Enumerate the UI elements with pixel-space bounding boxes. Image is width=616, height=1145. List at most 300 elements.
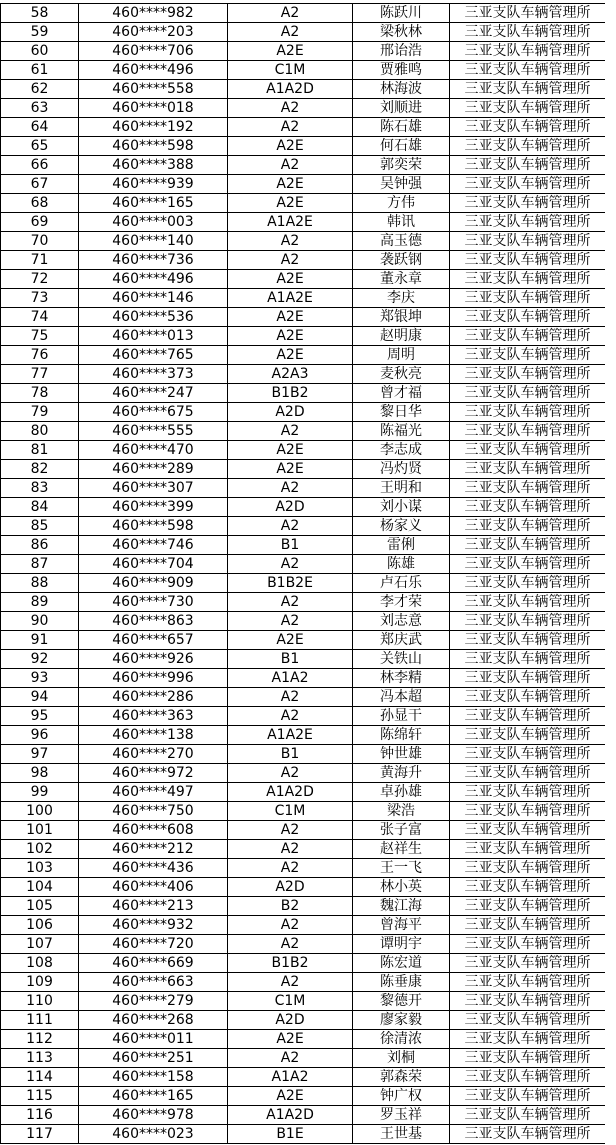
table-row	[1, 631, 606, 650]
license-type-cell: A2	[228, 707, 353, 726]
person-name-cell: 王一飞	[353, 859, 450, 878]
table-row	[1, 422, 606, 441]
issuing-unit-cell: 三亚支队车辆管理所	[450, 973, 606, 992]
person-name-cell: 刘顺进	[353, 99, 450, 118]
license-type-cell: B1B2	[228, 954, 353, 973]
page-edge	[612, 0, 616, 1145]
id-number-cell: 460****939	[79, 175, 228, 194]
table-row	[1, 498, 606, 517]
issuing-unit-cell: 三亚支队车辆管理所	[450, 745, 606, 764]
license-type-cell: A2E	[228, 270, 353, 289]
row-number-cell: 101	[1, 821, 79, 840]
license-type-cell: B2	[228, 897, 353, 916]
table-row	[1, 327, 606, 346]
issuing-unit-cell: 三亚支队车辆管理所	[450, 308, 606, 327]
license-type-cell: B1E	[228, 1125, 353, 1144]
table-row	[1, 821, 606, 840]
table-row	[1, 80, 606, 99]
person-name-cell: 张子富	[353, 821, 450, 840]
row-number-cell: 107	[1, 935, 79, 954]
license-type-cell: A2E	[228, 137, 353, 156]
id-number-cell: 460****212	[79, 840, 228, 859]
table-row	[1, 384, 606, 403]
table-row	[1, 175, 606, 194]
id-number-cell: 460****675	[79, 403, 228, 422]
table-row	[1, 118, 606, 137]
row-number-cell: 114	[1, 1068, 79, 1087]
row-number-cell: 92	[1, 650, 79, 669]
id-number-cell: 460****165	[79, 1087, 228, 1106]
person-name-cell: 卓孙雄	[353, 783, 450, 802]
license-type-cell: A2	[228, 764, 353, 783]
person-name-cell: 董永章	[353, 270, 450, 289]
person-name-cell: 林海波	[353, 80, 450, 99]
id-number-cell: 460****289	[79, 460, 228, 479]
row-number-cell: 84	[1, 498, 79, 517]
row-number-cell: 99	[1, 783, 79, 802]
license-type-cell: A2E	[228, 175, 353, 194]
issuing-unit-cell: 三亚支队车辆管理所	[450, 441, 606, 460]
license-type-cell: A2	[228, 593, 353, 612]
license-type-cell: A2E	[228, 327, 353, 346]
license-type-cell: A2	[228, 916, 353, 935]
license-type-cell: A2	[228, 99, 353, 118]
issuing-unit-cell: 三亚支队车辆管理所	[450, 764, 606, 783]
issuing-unit-cell: 三亚支队车辆管理所	[450, 954, 606, 973]
issuing-unit-cell: 三亚支队车辆管理所	[450, 897, 606, 916]
license-type-cell: A2	[228, 612, 353, 631]
row-number-cell: 58	[1, 4, 79, 23]
license-type-cell: A2D	[228, 403, 353, 422]
table-row	[1, 859, 606, 878]
id-number-cell: 460****669	[79, 954, 228, 973]
issuing-unit-cell: 三亚支队车辆管理所	[450, 42, 606, 61]
person-name-cell: 邢诒浩	[353, 42, 450, 61]
person-name-cell: 吴钟强	[353, 175, 450, 194]
id-number-cell: 460****657	[79, 631, 228, 650]
issuing-unit-cell: 三亚支队车辆管理所	[450, 916, 606, 935]
table-row	[1, 23, 606, 42]
table-row	[1, 802, 606, 821]
row-number-cell: 94	[1, 688, 79, 707]
row-number-cell: 91	[1, 631, 79, 650]
person-name-cell: 梁秋林	[353, 23, 450, 42]
row-number-cell: 73	[1, 289, 79, 308]
id-number-cell: 460****558	[79, 80, 228, 99]
row-number-cell: 98	[1, 764, 79, 783]
issuing-unit-cell: 三亚支队车辆管理所	[450, 118, 606, 137]
issuing-unit-cell: 三亚支队车辆管理所	[450, 403, 606, 422]
table-row	[1, 1106, 606, 1125]
row-number-cell: 83	[1, 479, 79, 498]
table-row	[1, 593, 606, 612]
issuing-unit-cell: 三亚支队车辆管理所	[450, 612, 606, 631]
license-type-cell: A2E	[228, 631, 353, 650]
person-name-cell: 钟广权	[353, 1087, 450, 1106]
person-name-cell: 贾雅鸣	[353, 61, 450, 80]
row-number-cell: 108	[1, 954, 79, 973]
id-number-cell: 460****158	[79, 1068, 228, 1087]
table-row	[1, 764, 606, 783]
id-number-cell: 460****978	[79, 1106, 228, 1125]
license-type-cell: A2D	[228, 878, 353, 897]
row-number-cell: 117	[1, 1125, 79, 1144]
person-name-cell: 曾海平	[353, 916, 450, 935]
issuing-unit-cell: 三亚支队车辆管理所	[450, 213, 606, 232]
row-number-cell: 109	[1, 973, 79, 992]
row-number-cell: 76	[1, 346, 79, 365]
id-number-cell: 460****011	[79, 1030, 228, 1049]
row-number-cell: 87	[1, 555, 79, 574]
row-number-cell: 82	[1, 460, 79, 479]
license-type-cell: A2	[228, 4, 353, 23]
license-type-cell: B1B2	[228, 384, 353, 403]
row-number-cell: 81	[1, 441, 79, 460]
license-type-cell: A2E	[228, 1030, 353, 1049]
person-name-cell: 廖家毅	[353, 1011, 450, 1030]
row-number-cell: 102	[1, 840, 79, 859]
id-number-cell: 460****251	[79, 1049, 228, 1068]
issuing-unit-cell: 三亚支队车辆管理所	[450, 384, 606, 403]
id-number-cell: 460****598	[79, 517, 228, 536]
license-type-cell: A1A2E	[228, 213, 353, 232]
id-number-cell: 460****765	[79, 346, 228, 365]
id-number-cell: 460****146	[79, 289, 228, 308]
table-row	[1, 916, 606, 935]
person-name-cell: 郑银坤	[353, 308, 450, 327]
license-type-cell: A2D	[228, 1011, 353, 1030]
person-name-cell: 李志成	[353, 441, 450, 460]
issuing-unit-cell: 三亚支队车辆管理所	[450, 1011, 606, 1030]
table-row	[1, 346, 606, 365]
row-number-cell: 79	[1, 403, 79, 422]
person-name-cell: 黄海升	[353, 764, 450, 783]
issuing-unit-cell: 三亚支队车辆管理所	[450, 669, 606, 688]
table-row	[1, 669, 606, 688]
row-number-cell: 93	[1, 669, 79, 688]
person-name-cell: 周明	[353, 346, 450, 365]
license-type-cell: B1B2E	[228, 574, 353, 593]
issuing-unit-cell: 三亚支队车辆管理所	[450, 878, 606, 897]
license-type-cell: A1A2D	[228, 1106, 353, 1125]
issuing-unit-cell: 三亚支队车辆管理所	[450, 726, 606, 745]
person-name-cell: 韩讯	[353, 213, 450, 232]
issuing-unit-cell: 三亚支队车辆管理所	[450, 156, 606, 175]
person-name-cell: 冯灼贤	[353, 460, 450, 479]
issuing-unit-cell: 三亚支队车辆管理所	[450, 346, 606, 365]
license-type-cell: A2	[228, 479, 353, 498]
license-type-cell: A2E	[228, 460, 353, 479]
issuing-unit-cell: 三亚支队车辆管理所	[450, 707, 606, 726]
license-type-cell: A2E	[228, 1087, 353, 1106]
row-number-cell: 70	[1, 232, 79, 251]
id-number-cell: 460****388	[79, 156, 228, 175]
row-number-cell: 105	[1, 897, 79, 916]
row-number-cell: 104	[1, 878, 79, 897]
table-row	[1, 1087, 606, 1106]
license-type-cell: A2	[228, 156, 353, 175]
table-row	[1, 726, 606, 745]
table-row	[1, 1068, 606, 1087]
id-number-cell: 460****555	[79, 422, 228, 441]
issuing-unit-cell: 三亚支队车辆管理所	[450, 80, 606, 99]
row-number-cell: 115	[1, 1087, 79, 1106]
issuing-unit-cell: 三亚支队车辆管理所	[450, 802, 606, 821]
person-name-cell: 林李精	[353, 669, 450, 688]
issuing-unit-cell: 三亚支队车辆管理所	[450, 232, 606, 251]
row-number-cell: 75	[1, 327, 79, 346]
table-row	[1, 156, 606, 175]
id-number-cell: 460****279	[79, 992, 228, 1011]
license-type-cell: C1M	[228, 992, 353, 1011]
issuing-unit-cell: 三亚支队车辆管理所	[450, 4, 606, 23]
row-number-cell: 74	[1, 308, 79, 327]
license-type-cell: A2D	[228, 498, 353, 517]
row-number-cell: 63	[1, 99, 79, 118]
issuing-unit-cell: 三亚支队车辆管理所	[450, 251, 606, 270]
table-row	[1, 289, 606, 308]
person-name-cell: 黎日华	[353, 403, 450, 422]
row-number-cell: 86	[1, 536, 79, 555]
id-number-cell: 460****926	[79, 650, 228, 669]
row-number-cell: 113	[1, 1049, 79, 1068]
table-row	[1, 1011, 606, 1030]
table-row	[1, 99, 606, 118]
table-row	[1, 783, 606, 802]
table-row	[1, 1125, 606, 1144]
id-number-cell: 460****598	[79, 137, 228, 156]
person-name-cell: 李才荣	[353, 593, 450, 612]
issuing-unit-cell: 三亚支队车辆管理所	[450, 1106, 606, 1125]
person-name-cell: 陈跃川	[353, 4, 450, 23]
row-number-cell: 78	[1, 384, 79, 403]
issuing-unit-cell: 三亚支队车辆管理所	[450, 821, 606, 840]
issuing-unit-cell: 三亚支队车辆管理所	[450, 555, 606, 574]
id-number-cell: 460****268	[79, 1011, 228, 1030]
id-number-cell: 460****013	[79, 327, 228, 346]
license-type-cell: A2	[228, 821, 353, 840]
row-number-cell: 80	[1, 422, 79, 441]
person-name-cell: 冯本超	[353, 688, 450, 707]
row-number-cell: 96	[1, 726, 79, 745]
id-number-cell: 460****663	[79, 973, 228, 992]
license-type-cell: A2	[228, 422, 353, 441]
person-name-cell: 刘桐	[353, 1049, 450, 1068]
issuing-unit-cell: 三亚支队车辆管理所	[450, 859, 606, 878]
id-number-cell: 460****270	[79, 745, 228, 764]
person-name-cell: 陈石雄	[353, 118, 450, 137]
issuing-unit-cell: 三亚支队车辆管理所	[450, 498, 606, 517]
issuing-unit-cell: 三亚支队车辆管理所	[450, 99, 606, 118]
row-number-cell: 68	[1, 194, 79, 213]
person-name-cell: 王世基	[353, 1125, 450, 1144]
row-number-cell: 62	[1, 80, 79, 99]
person-name-cell: 陈福光	[353, 422, 450, 441]
id-number-cell: 460****138	[79, 726, 228, 745]
id-number-cell: 460****932	[79, 916, 228, 935]
id-number-cell: 460****909	[79, 574, 228, 593]
license-type-cell: A2	[228, 232, 353, 251]
row-number-cell: 95	[1, 707, 79, 726]
license-type-cell: A1A2	[228, 669, 353, 688]
id-number-cell: 460****608	[79, 821, 228, 840]
table-row	[1, 612, 606, 631]
issuing-unit-cell: 三亚支队车辆管理所	[450, 840, 606, 859]
row-number-cell: 89	[1, 593, 79, 612]
person-name-cell: 魏江海	[353, 897, 450, 916]
person-name-cell: 徐清浓	[353, 1030, 450, 1049]
person-name-cell: 梁浩	[353, 802, 450, 821]
id-number-cell: 460****497	[79, 783, 228, 802]
id-number-cell: 460****192	[79, 118, 228, 137]
id-number-cell: 460****399	[79, 498, 228, 517]
table-row	[1, 878, 606, 897]
issuing-unit-cell: 三亚支队车辆管理所	[450, 1087, 606, 1106]
row-number-cell: 64	[1, 118, 79, 137]
person-name-cell: 李庆	[353, 289, 450, 308]
table-row	[1, 251, 606, 270]
license-type-cell: C1M	[228, 61, 353, 80]
license-type-cell: A2	[228, 935, 353, 954]
issuing-unit-cell: 三亚支队车辆管理所	[450, 593, 606, 612]
table-row	[1, 365, 606, 384]
license-type-cell: B1	[228, 650, 353, 669]
row-number-cell: 66	[1, 156, 79, 175]
person-name-cell: 卢石乐	[353, 574, 450, 593]
row-number-cell: 103	[1, 859, 79, 878]
row-number-cell: 60	[1, 42, 79, 61]
row-number-cell: 71	[1, 251, 79, 270]
license-type-cell: A2	[228, 555, 353, 574]
issuing-unit-cell: 三亚支队车辆管理所	[450, 23, 606, 42]
license-type-cell: C1M	[228, 802, 353, 821]
person-name-cell: 陈垂康	[353, 973, 450, 992]
row-number-cell: 59	[1, 23, 79, 42]
table-row	[1, 897, 606, 916]
table-row	[1, 213, 606, 232]
row-number-cell: 116	[1, 1106, 79, 1125]
id-number-cell: 460****307	[79, 479, 228, 498]
license-type-cell: A1A2	[228, 1068, 353, 1087]
row-number-cell: 112	[1, 1030, 79, 1049]
id-number-cell: 460****436	[79, 859, 228, 878]
id-number-cell: 460****003	[79, 213, 228, 232]
table-row	[1, 232, 606, 251]
issuing-unit-cell: 三亚支队车辆管理所	[450, 194, 606, 213]
person-name-cell: 郑庆武	[353, 631, 450, 650]
table-row	[1, 441, 606, 460]
issuing-unit-cell: 三亚支队车辆管理所	[450, 365, 606, 384]
person-name-cell: 关铁山	[353, 650, 450, 669]
license-type-cell: A1A2D	[228, 80, 353, 99]
issuing-unit-cell: 三亚支队车辆管理所	[450, 574, 606, 593]
person-name-cell: 赵明康	[353, 327, 450, 346]
person-name-cell: 陈宏道	[353, 954, 450, 973]
id-number-cell: 460****363	[79, 707, 228, 726]
issuing-unit-cell: 三亚支队车辆管理所	[450, 935, 606, 954]
person-name-cell: 刘志意	[353, 612, 450, 631]
table-row	[1, 1030, 606, 1049]
person-name-cell: 谭明宇	[353, 935, 450, 954]
id-number-cell: 460****023	[79, 1125, 228, 1144]
issuing-unit-cell: 三亚支队车辆管理所	[450, 1068, 606, 1087]
table-row	[1, 42, 606, 61]
issuing-unit-cell: 三亚支队车辆管理所	[450, 422, 606, 441]
person-name-cell: 林小英	[353, 878, 450, 897]
row-number-cell: 90	[1, 612, 79, 631]
id-number-cell: 460****863	[79, 612, 228, 631]
license-type-cell: A2E	[228, 441, 353, 460]
table-row	[1, 1049, 606, 1068]
id-number-cell: 460****018	[79, 99, 228, 118]
license-type-cell: B1	[228, 536, 353, 555]
person-name-cell: 杨家义	[353, 517, 450, 536]
person-name-cell: 麦秋亮	[353, 365, 450, 384]
license-type-cell: A2	[228, 517, 353, 536]
license-table	[0, 3, 605, 1144]
table-row	[1, 954, 606, 973]
id-number-cell: 460****720	[79, 935, 228, 954]
person-name-cell: 曾才福	[353, 384, 450, 403]
license-type-cell: A2E	[228, 42, 353, 61]
person-name-cell: 陈雄	[353, 555, 450, 574]
table-row	[1, 536, 606, 555]
id-number-cell: 460****213	[79, 897, 228, 916]
table-row	[1, 935, 606, 954]
id-number-cell: 460****736	[79, 251, 228, 270]
table-row	[1, 194, 606, 213]
id-number-cell: 460****536	[79, 308, 228, 327]
id-number-cell: 460****373	[79, 365, 228, 384]
person-name-cell: 陈绵轩	[353, 726, 450, 745]
license-type-cell: A2	[228, 1049, 353, 1068]
id-number-cell: 460****706	[79, 42, 228, 61]
table-row	[1, 308, 606, 327]
table-row	[1, 270, 606, 289]
id-number-cell: 460****746	[79, 536, 228, 555]
id-number-cell: 460****247	[79, 384, 228, 403]
issuing-unit-cell: 三亚支队车辆管理所	[450, 327, 606, 346]
row-number-cell: 88	[1, 574, 79, 593]
row-number-cell: 65	[1, 137, 79, 156]
issuing-unit-cell: 三亚支队车辆管理所	[450, 992, 606, 1011]
person-name-cell: 赵祥生	[353, 840, 450, 859]
table-row	[1, 460, 606, 479]
license-type-cell: A2	[228, 859, 353, 878]
license-table-body	[1, 4, 606, 1144]
license-type-cell: A1A2E	[228, 289, 353, 308]
row-number-cell: 97	[1, 745, 79, 764]
issuing-unit-cell: 三亚支队车辆管理所	[450, 61, 606, 80]
row-number-cell: 110	[1, 992, 79, 1011]
issuing-unit-cell: 三亚支队车辆管理所	[450, 631, 606, 650]
license-type-cell: A1A2E	[228, 726, 353, 745]
person-name-cell: 郭森荣	[353, 1068, 450, 1087]
table-row	[1, 555, 606, 574]
issuing-unit-cell: 三亚支队车辆管理所	[450, 1030, 606, 1049]
row-number-cell: 69	[1, 213, 79, 232]
row-number-cell: 100	[1, 802, 79, 821]
table-row	[1, 61, 606, 80]
table-row	[1, 650, 606, 669]
id-number-cell: 460****496	[79, 270, 228, 289]
row-number-cell: 61	[1, 61, 79, 80]
id-number-cell: 460****286	[79, 688, 228, 707]
issuing-unit-cell: 三亚支队车辆管理所	[450, 137, 606, 156]
id-number-cell: 460****140	[79, 232, 228, 251]
row-number-cell: 111	[1, 1011, 79, 1030]
table-row	[1, 992, 606, 1011]
